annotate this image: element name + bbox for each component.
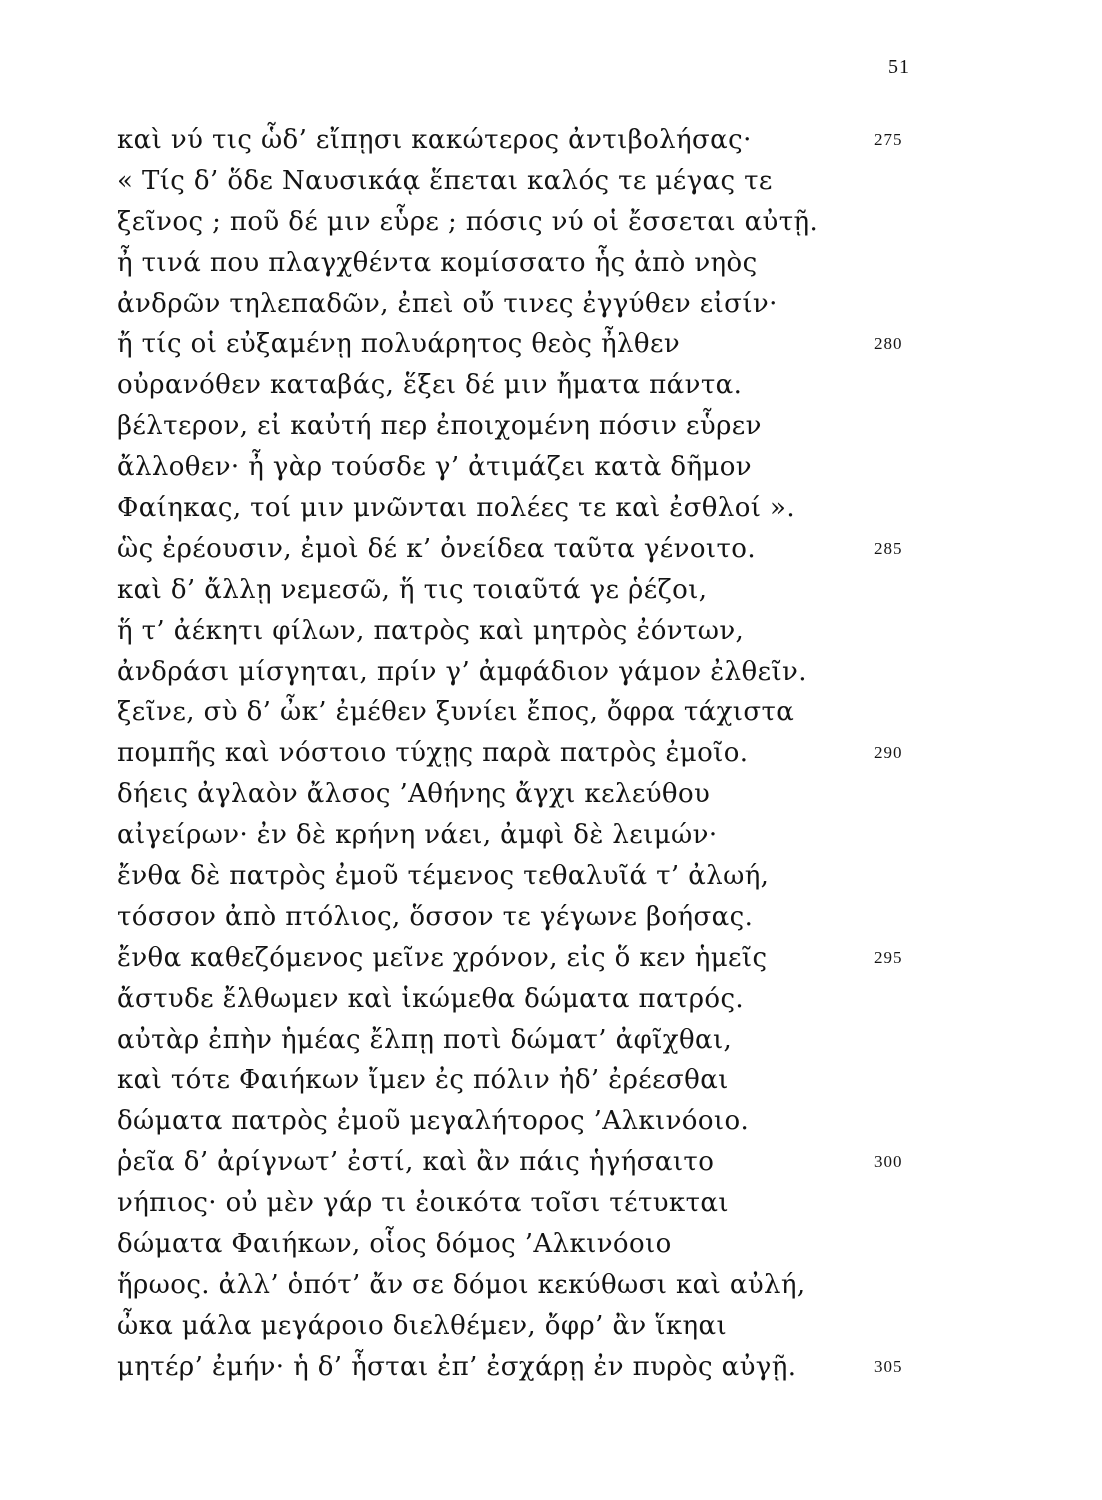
line-number: 300 — [874, 1152, 903, 1172]
verse-line — [117, 652, 917, 693]
verse-text: ἀνδράσι μίσγηται, πρίν γ’ ἀμφάδιον γάμον ἐλθεῖν. — [117, 656, 807, 687]
verse-line — [117, 692, 917, 733]
verse-text: δώματα Φαιήκων, οἷος δόμος ’Αλκινόοιο — [117, 1229, 672, 1260]
verse-line — [117, 529, 917, 570]
verse-text: ἔνθα δὲ πατρὸς ἐμοῦ τέμενος τεθαλυῖά τ’ ἀλωή, — [117, 861, 770, 892]
verse-text: τόσσον ἀπὸ πτόλιος, ὅσσον τε γέγωνε βοήσας. — [117, 901, 754, 932]
verse-text: καὶ δ’ ἄλλῃ νεμεσῶ, ἥ τις τοιαῦτά γε ῥέζοι, — [117, 574, 708, 605]
verse-line — [117, 161, 917, 202]
verse-line — [117, 1060, 917, 1101]
verse-line — [117, 1183, 917, 1224]
line-number: 305 — [874, 1356, 903, 1376]
verse-text: μητέρ’ ἐμήν· ἡ δ’ ἧσται ἐπ’ ἐσχάρῃ ἐν πυρὸς αὐγῇ. — [117, 1351, 797, 1382]
verse-text: ἦ τινά που πλαγχθέντα κομίσσατο ἧς ἀπὸ νηὸς — [117, 247, 758, 278]
verse-text: « Τίς δ’ ὅδε Ναυσικάᾳ ἕπεται καλός τε μέγας τε — [117, 165, 773, 196]
verse-text: ὦκα μάλα μεγάροιο διελθέμεν, ὄφρ’ ἂν ἵκηαι — [117, 1310, 728, 1341]
verse-text: δήεις ἀγλαὸν ἄλσος ’Αθήνης ἄγχι κελεύθου — [117, 779, 711, 810]
verse-text: ἤ τίς οἱ εὐξαμένῃ πολυάρητος θεὸς ἦλθεν — [117, 329, 681, 360]
verse-text: οὐρανόθεν καταβάς, ἕξει δέ μιν ἤματα πάντα. — [117, 370, 743, 401]
verse-text: νήπιος· οὐ μὲν γάρ τι ἐοικότα τοῖσι τέτυκται — [117, 1188, 729, 1219]
verse-line — [117, 243, 917, 284]
line-number: 285 — [874, 538, 903, 558]
verse-text: ὣς ἐρέουσιν, ἐμοὶ δέ κ’ ὀνείδεα ταῦτα γένοιτο. — [117, 533, 756, 564]
verse-text: καὶ τότε Φαιήκων ἴμεν ἐς πόλιν ἠδ’ ἐρέεσθαι — [117, 1065, 729, 1096]
verse-line — [117, 1224, 917, 1265]
verse-text: ξεῖνος ; ποῦ δέ μιν εὗρε ; πόσις νύ οἱ ἔσσεται αὐτῇ. — [117, 206, 819, 237]
line-number: 275 — [874, 130, 903, 149]
verse-text: ἄλλοθεν· ἦ γὰρ τούσδε γ’ ἀτιμάζει κατὰ δῆμον — [117, 452, 752, 483]
verse-line — [117, 447, 917, 488]
verse-line — [117, 938, 917, 979]
verse-line — [117, 406, 917, 447]
verse-line — [117, 120, 917, 161]
verse-line — [117, 1306, 917, 1347]
verse-line — [117, 365, 917, 406]
verse-text: ἥ τ’ ἀέκητι φίλων, πατρὸς καὶ μητρὸς ἐόντων, — [117, 615, 745, 646]
verse-line — [117, 1101, 917, 1142]
verse-text: βέλτερον, εἰ καὐτή περ ἐποιχομένη πόσιν εὗρεν — [117, 411, 762, 442]
verse-text: ἀνδρῶν τηλεπαδῶν, ἐπεὶ οὔ τινες ἐγγύθεν εἰσίν· — [117, 288, 778, 319]
verse-line — [117, 774, 917, 815]
line-number: 280 — [874, 334, 903, 354]
verse-line — [117, 733, 917, 774]
verse-text: καὶ νύ τις ὧδ’ εἴπῃσι κακώτερος ἀντιβολήσας· — [117, 125, 752, 155]
verse-text: αὐτὰρ ἐπὴν ἡμέας ἔλπῃ ποτὶ δώματ’ ἀφῖχθαι, — [117, 1024, 733, 1055]
verse-text: πομπῆς καὶ νόστοιο τύχῃς παρὰ πατρὸς ἐμοῖο. — [117, 738, 749, 769]
verse-line — [117, 979, 917, 1020]
page-number: 51 — [888, 56, 910, 78]
verse-line — [117, 815, 917, 856]
verse-line — [117, 1142, 917, 1183]
verse-line — [117, 488, 917, 529]
verse-line — [117, 1020, 917, 1061]
verse-text: αἰγείρων· ἐν δὲ κρήνη νάει, ἀμφὶ δὲ λειμών· — [117, 820, 718, 851]
verse-line — [117, 897, 917, 938]
verse-text: ξεῖνε, σὺ δ’ ὦκ’ ἐμέθεν ξυνίει ἔπος, ὄφρα τάχιστα — [117, 697, 795, 728]
verse-line — [117, 284, 917, 325]
verse-text: ῥεῖα δ’ ἀρίγνωτ’ ἐστί, καὶ ἂν πάις ἡγήσαιτο — [117, 1147, 715, 1178]
verse-line — [117, 611, 917, 652]
verse-line — [117, 1347, 917, 1388]
verse-line — [117, 324, 917, 365]
verse-line — [117, 856, 917, 897]
verse-line — [117, 202, 917, 243]
verse-text: ἄστυδε ἔλθωμεν καὶ ἱκώμεθα δώματα πατρός. — [117, 983, 745, 1014]
verse-text: δώματα πατρὸς ἐμοῦ μεγαλήτορος ’Αλκινόοιο. — [117, 1106, 750, 1137]
line-number: 290 — [874, 743, 903, 763]
verse-text: ἥρωος. ἀλλ’ ὁπότ’ ἄν σε δόμοι κεκύθωσι καὶ αὐλή, — [117, 1269, 806, 1300]
verse-list — [117, 120, 917, 1388]
verse-line — [117, 570, 917, 611]
verse-text: Φαίηκας, τοί μιν μνῶνται πολέες τε καὶ ἐσθλοί ». — [117, 493, 795, 524]
verse-text: ἔνθα καθεζόμενος μεῖνε χρόνον, εἰς ὅ κεν ἡμεῖς — [117, 942, 768, 973]
line-number: 295 — [874, 947, 903, 967]
verse-line — [117, 1265, 917, 1306]
